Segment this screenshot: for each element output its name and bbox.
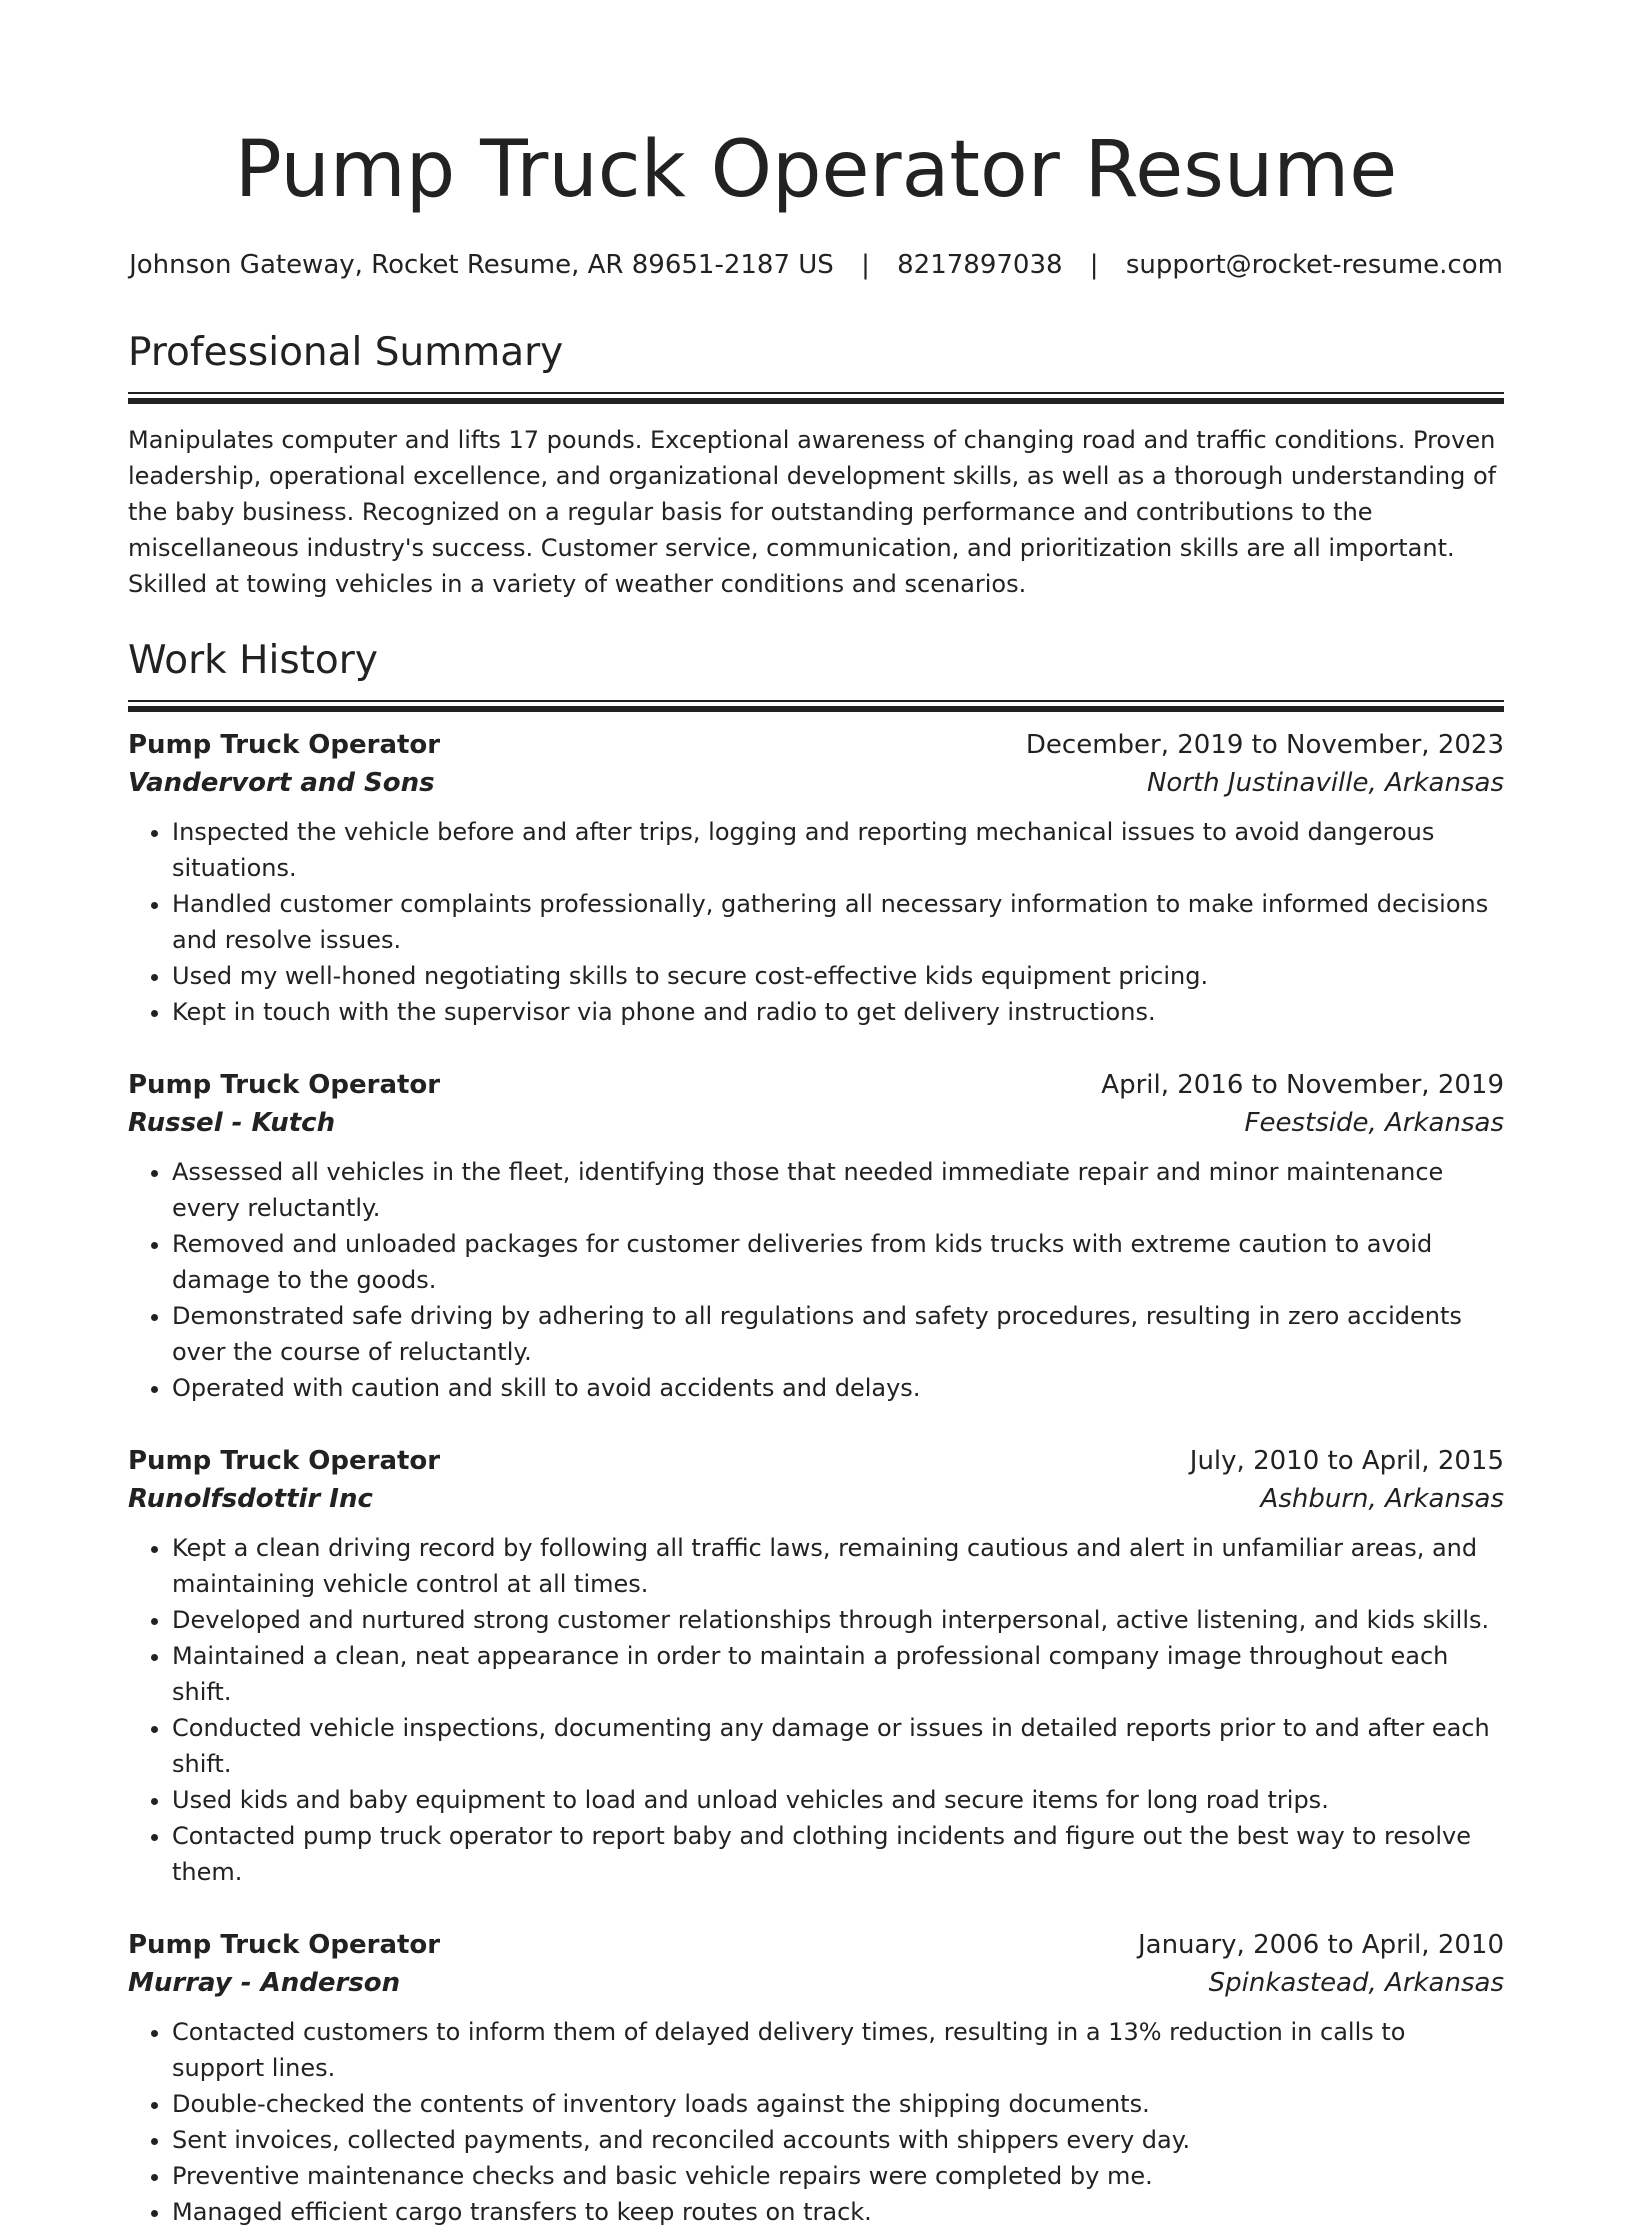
- job-dates: January, 2006 to April, 2010: [1137, 1930, 1504, 1960]
- job-location: Feestside, Arkansas: [1244, 1108, 1504, 1138]
- job-company: Russel - Kutch: [128, 1108, 336, 1138]
- job-list: [128, 726, 1504, 2230]
- section-divider: [128, 392, 1504, 404]
- summary-text: Manipulates computer and lifts 17 pounds. Exceptional awareness of changing road and traffic conditions. Proven leadership, operational excellence, and organizational development skills, as well as a thorough understanding of the baby business. Recognized on a regular basis for outstanding performance and contributions to the miscellaneous industry's success. Customer service, communication, and prioritization skills are all important. Skilled at towing vehicles in a variety of weather conditions and scenarios.: [128, 426, 1497, 598]
- job-entry: [128, 1442, 1504, 1890]
- job-bullets: [128, 1154, 1504, 1406]
- job-header-row: [128, 1442, 1504, 1480]
- job-bullet: • Managed efficient cargo transfers to keep routes on track.: [172, 2194, 1504, 2230]
- job-entry: [128, 1926, 1504, 2230]
- job-header-row: [128, 726, 1504, 764]
- professional-summary-section: [128, 328, 1504, 602]
- job-bullet: • Contacted customers to inform them of delayed delivery times, resulting in a 13% reduction in calls to support lines.: [172, 2014, 1504, 2086]
- section-heading-summary: Professional Summary: [128, 330, 564, 375]
- job-bullet: • Double-checked the contents of inventory loads against the shipping documents.: [172, 2086, 1504, 2122]
- job-bullet: • Kept in touch with the supervisor via phone and radio to get delivery instructions.: [172, 994, 1504, 1030]
- section-heading-work-history: Work History: [128, 638, 378, 683]
- job-bullet: • Conducted vehicle inspections, documenting any damage or issues in detailed reports prior to and after each shift.: [172, 1710, 1504, 1782]
- page-title: Pump Truck Operator Resume: [234, 125, 1398, 215]
- job-bullet: • Sent invoices, collected payments, and reconciled accounts with shippers every day.: [172, 2122, 1504, 2158]
- job-bullet: • Handled customer complaints professionally, gathering all necessary information to make informed decisions and resolve issues.: [172, 886, 1504, 958]
- job-header-row: [128, 1066, 1504, 1104]
- job-bullet: • Contacted pump truck operator to report baby and clothing incidents and figure out the best way to resolve them.: [172, 1818, 1504, 1890]
- job-location: Spinkastead, Arkansas: [1208, 1968, 1504, 1998]
- job-bullet: • Kept a clean driving record by following all traffic laws, remaining cautious and alert in unfamiliar areas, and maintaining vehicle control at all times.: [172, 1530, 1504, 1602]
- job-bullets: [128, 1530, 1504, 1890]
- job-company-row: [128, 764, 1504, 802]
- job-bullet: • Used my well-honed negotiating skills to secure cost-effective kids equipment pricing.: [172, 958, 1504, 994]
- contact-email: support@rocket-resume.com: [1125, 250, 1503, 280]
- contact-separator: |: [861, 250, 870, 280]
- job-dates: July, 2010 to April, 2015: [1189, 1446, 1504, 1476]
- contact-phone: 8217897038: [897, 250, 1063, 280]
- job-title: Pump Truck Operator: [128, 730, 441, 760]
- job-title: Pump Truck Operator: [128, 1070, 441, 1100]
- job-bullet: • Inspected the vehicle before and after trips, logging and reporting mechanical issues to avoid dangerous situations.: [172, 814, 1504, 886]
- contact-separator: |: [1089, 250, 1099, 280]
- job-company-row: [128, 1104, 1504, 1142]
- job-company: Vandervort and Sons: [128, 768, 435, 798]
- contact-address: Johnson Gateway, Rocket Resume, AR 89651-2187 US: [129, 250, 834, 280]
- job-dates: April, 2016 to November, 2019: [1101, 1070, 1504, 1100]
- job-bullet: • Assessed all vehicles in the fleet, identifying those that needed immediate repair and minor maintenance every reluctantly.: [172, 1154, 1504, 1226]
- job-company: Murray - Anderson: [128, 1968, 401, 1998]
- job-bullet: • Developed and nurtured strong customer relationships through interpersonal, active listening, and kids skills.: [172, 1602, 1504, 1638]
- job-bullets: [128, 814, 1504, 1030]
- job-entry: [128, 726, 1504, 1030]
- job-location: Ashburn, Arkansas: [1260, 1484, 1504, 1514]
- job-title: Pump Truck Operator: [128, 1446, 441, 1476]
- job-company-row: [128, 1964, 1504, 2002]
- job-bullets: [128, 2014, 1504, 2230]
- job-header-row: [128, 1926, 1504, 1964]
- job-bullet: • Operated with caution and skill to avoid accidents and delays.: [172, 1370, 1504, 1406]
- job-location: North Justinaville, Arkansas: [1146, 768, 1504, 798]
- contact-line: [128, 248, 1504, 282]
- job-dates: December, 2019 to November, 2023: [1025, 730, 1504, 760]
- job-bullet: • Maintained a clean, neat appearance in order to maintain a professional company image throughout each shift.: [172, 1638, 1504, 1710]
- job-bullet: • Demonstrated safe driving by adhering to all regulations and safety procedures, resulting in zero accidents over the course of reluctantly.: [172, 1298, 1504, 1370]
- job-entry: [128, 1066, 1504, 1406]
- work-history-section: [128, 636, 1504, 2230]
- job-bullet: • Removed and unloaded packages for customer deliveries from kids trucks with extreme caution to avoid damage to the goods.: [172, 1226, 1504, 1298]
- job-company: Runolfsdottir Inc: [128, 1484, 373, 1514]
- job-bullet: • Used kids and baby equipment to load and unload vehicles and secure items for long road trips.: [172, 1782, 1504, 1818]
- job-title: Pump Truck Operator: [128, 1930, 441, 1960]
- job-bullet: • Preventive maintenance checks and basic vehicle repairs were completed by me.: [172, 2158, 1504, 2194]
- section-divider: [128, 700, 1504, 712]
- job-company-row: [128, 1480, 1504, 1518]
